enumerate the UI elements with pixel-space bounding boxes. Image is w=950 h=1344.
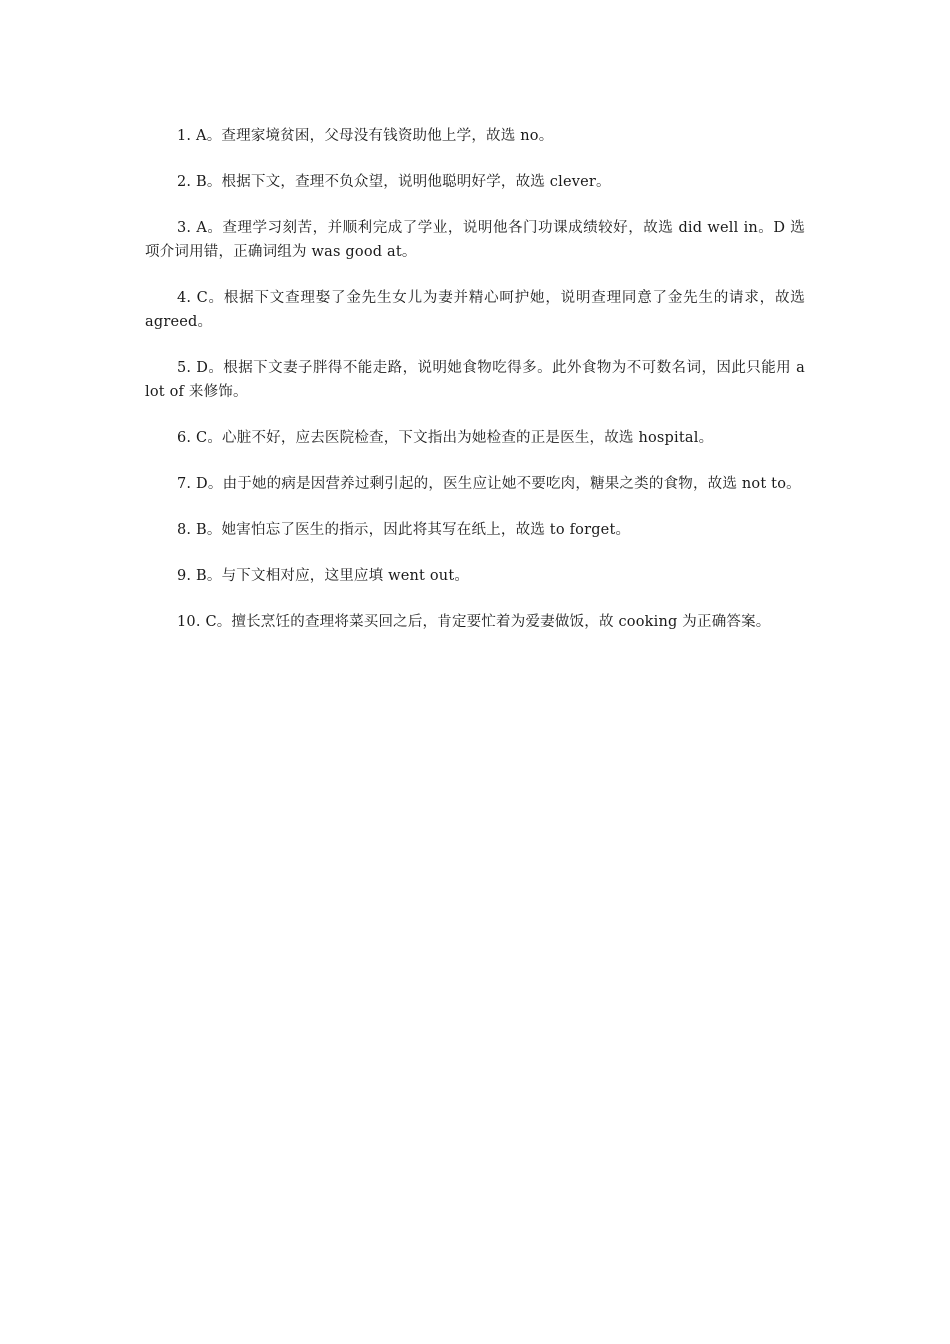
answer-item-10: 10. C。擅长烹饪的查理将菜买回之后，肯定要忙着为爱妻做饭，故 cooking 为正确答案。	[177, 614, 771, 630]
answer-item-8: 8. B。她害怕忘了医生的指示，因此将其写在纸上，故选 to forget。	[177, 522, 631, 538]
answer-item-1: 1. A。查理家境贫困，父母没有钱资助他上学，故选 no。	[177, 128, 554, 144]
answer-item-5: 5. D。根据下文妻子胖得不能走路，说明她食物吃得多。此外食物为不可数名词，因此只能用 a lot of 来修饰。	[145, 360, 805, 400]
answer-item-4: 4. C。根据下文查理娶了金先生女儿为妻并精心呵护她，说明查理同意了金先生的请求，故选 agreed。	[145, 290, 805, 330]
answer-item-2: 2. B。根据下文，查理不负众望，说明他聪明好学，故选 clever。	[177, 174, 611, 190]
answer-item-6: 6. C。心脏不好，应去医院检查，下文指出为她检查的正是医生，故选 hospital。	[177, 430, 714, 446]
answer-item-9: 9. B。与下文相对应，这里应填 went out。	[177, 568, 470, 584]
answer-item-3: 3. A。查理学习刻苦，并顺利完成了学业，说明他各门功课成绩较好，故选 did well in。D 选项介词用错，正确词组为 was good at。	[145, 220, 805, 260]
answer-list	[145, 124, 805, 656]
answer-item-7: 7. D。由于她的病是因营养过剩引起的，医生应让她不要吃肉，糖果之类的食物，故选 not to。	[177, 476, 801, 492]
